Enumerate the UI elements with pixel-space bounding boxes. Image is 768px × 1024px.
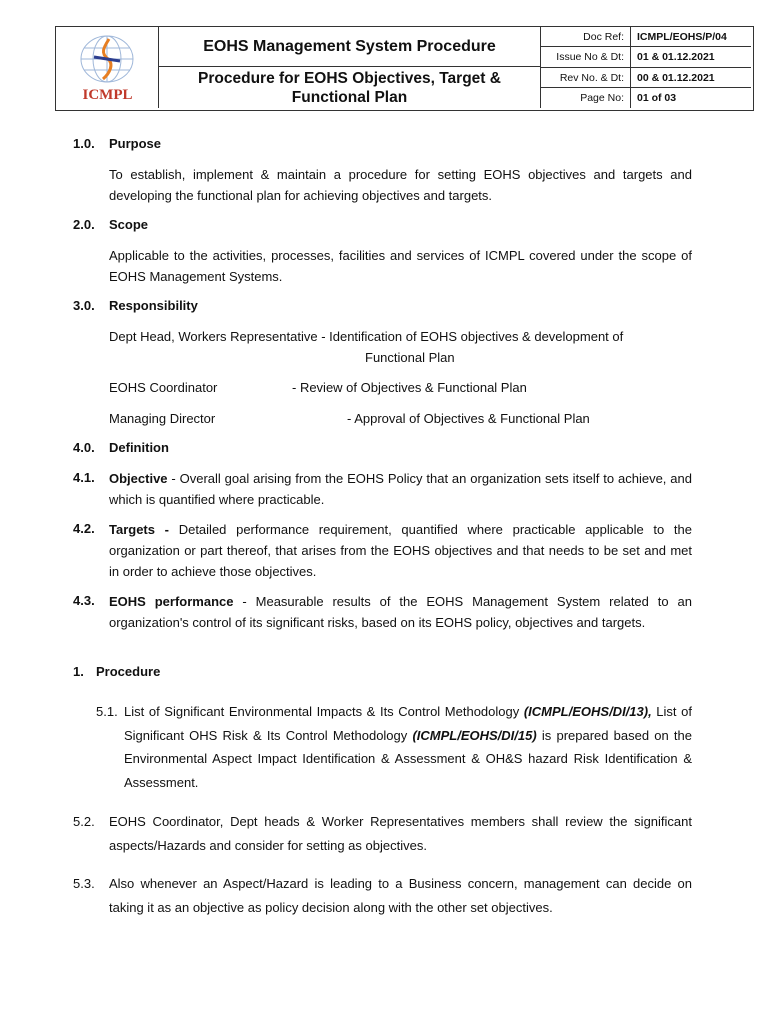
rev-label: Rev No. & Dt: (541, 68, 631, 88)
page-label: Page No: (541, 88, 631, 108)
company-logo (56, 27, 159, 108)
definition-term: EOHS performance (109, 594, 234, 609)
procedure-item-5-2: EOHS Coordinator, Dept heads & Worker Representatives members shall review the significant aspects/Hazards and consider for setting as objectives. (109, 814, 692, 853)
section-heading-scope: Scope (109, 217, 149, 232)
section-heading-responsibility: Responsibility (109, 298, 198, 313)
section-heading-procedure: Procedure (96, 664, 161, 679)
procedure-item-number: 5.1. (96, 704, 118, 719)
definition-text: - Measurable results of the EOHS Management System related to an organization's control of its significant risks, based on its EOHS policy, objectives and targets. (109, 594, 692, 630)
procedure-item-number: 5.2. (73, 814, 95, 829)
section-heading-purpose: Purpose (109, 136, 162, 151)
responsibility-line-1: Dept Head, Workers Representative - Identification of EOHS objectives & development of (109, 329, 624, 344)
section-number: 1.0. (73, 136, 95, 151)
definition-number: 4.1. (73, 470, 95, 485)
definition-text: - Overall goal arising from the EOHS Policy that an organization sets itself to achieve, and which is quantified where practicable. (109, 471, 692, 507)
section-number: 1. (73, 664, 84, 679)
responsibility-role-md: Managing Director (109, 411, 216, 426)
responsibility-task-md: - Approval of Objectives & Functional Plan (347, 411, 590, 426)
document-reference: (ICMPL/EOHS/DI/13), (523, 704, 652, 719)
rev-value: 00 & 01.12.2021 (631, 68, 751, 88)
procedure-text: is prepared based on the Environmental Aspect Impact Identification & Assessment & OH&S hazard Risk Identification & Assessment. (124, 727, 692, 790)
document-reference: (ICMPL/EOHS/DI/15) (412, 727, 537, 743)
page-value: 01 of 03 (637, 91, 677, 104)
definition-number: 4.2. (73, 521, 95, 536)
document-header (55, 26, 754, 111)
responsibility-role-coordinator: EOHS Coordinator (109, 380, 218, 395)
procedure-text: List of Significant Environmental Impacts & Its Control Methodology (124, 704, 524, 719)
definition-term: Objective (109, 471, 168, 486)
definition-term: Targets - (109, 522, 170, 537)
doc-ref-label: Doc Ref: (541, 27, 631, 47)
section-number: 2.0. (73, 217, 95, 232)
section-number: 3.0. (73, 298, 95, 313)
section-number: 4.0. (73, 440, 95, 455)
definition-objective (109, 468, 692, 510)
procedure-item-5-3: Also whenever an Aspect/Hazard is leading to a Business concern, management can decide on taking it as an objective as policy decision along with the other set objectives. (109, 876, 692, 915)
definition-targets (109, 519, 692, 582)
document-title: EOHS Management System Procedure (159, 27, 541, 67)
definition-performance (109, 591, 692, 633)
issue-label: Issue No & Dt: (541, 47, 631, 67)
responsibility-line-1b: Functional Plan (365, 350, 455, 365)
globe-logo-icon (74, 33, 140, 89)
procedure-item-number: 5.3. (73, 876, 95, 891)
section-heading-definition: Definition (109, 440, 169, 455)
document-subtitle: Procedure for EOHS Objectives, Target & Functional Plan (159, 67, 541, 108)
procedure-item-5-1 (124, 700, 692, 794)
definition-text: Detailed performance requirement, quantified where practicable applicable to the organization or part thereof, that arises from the EOHS objectives and that needs to be set and met in order to achieve those objectives. (109, 522, 692, 579)
definition-number: 4.3. (73, 593, 95, 608)
procedure-text: List of Significant OHS Risk & Its Control Methodology (124, 704, 692, 743)
doc-ref-value: ICMPL/EOHS/P/04 (631, 27, 751, 47)
responsibility-task-coordinator: - Review of Objectives & Functional Plan (292, 380, 527, 395)
scope-text: Applicable to the activities, processes, facilities and services of ICMPL covered under the scope of EOHS Management Systems. (109, 248, 692, 284)
logo-text: ICMPL (82, 87, 133, 103)
issue-value: 01 & 01.12.2021 (631, 47, 751, 67)
purpose-text: To establish, implement & maintain a procedure for setting EOHS objectives and targets and developing the functional plan for achieving objectives and targets. (109, 167, 692, 203)
